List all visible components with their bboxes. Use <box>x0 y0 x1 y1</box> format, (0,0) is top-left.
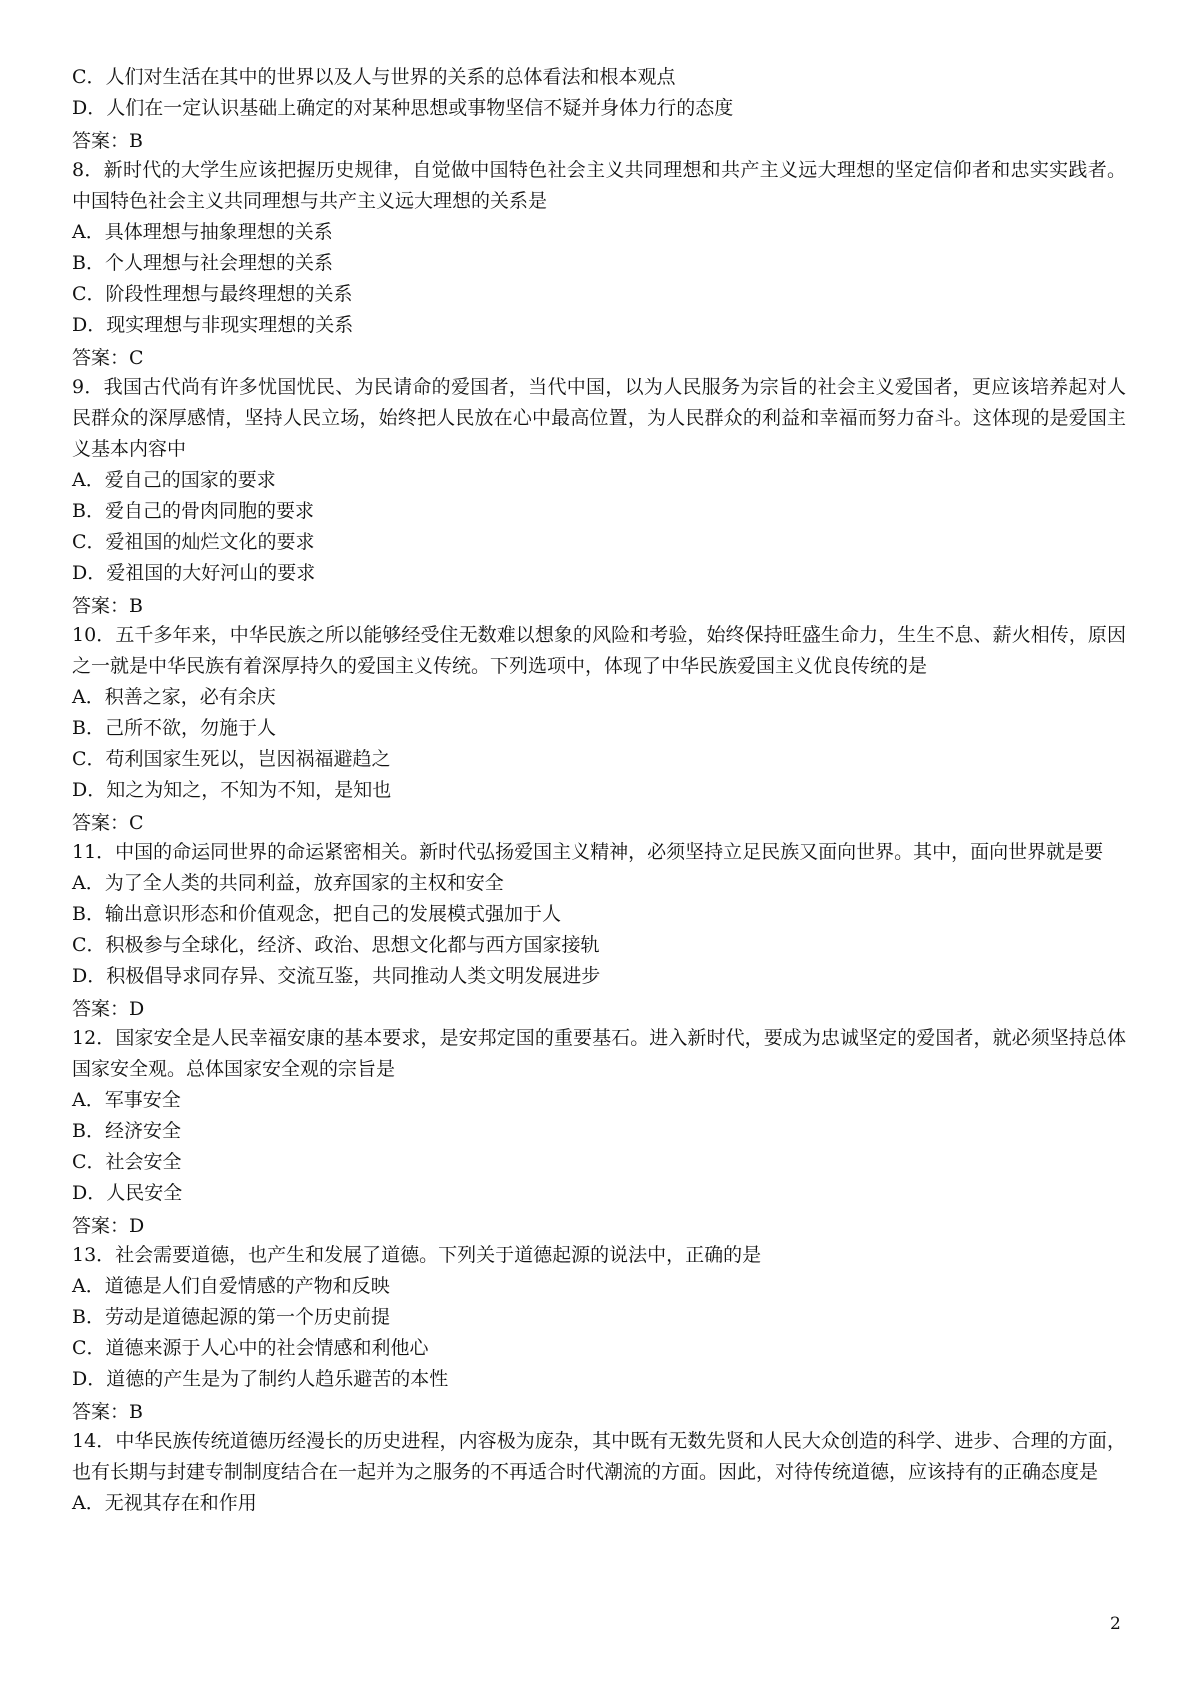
answer-line: 答案：D <box>72 1215 145 1237</box>
option-b: B．爱自己的骨肉同胞的要求 <box>72 500 314 522</box>
answer-line: 答案：B <box>72 130 143 152</box>
option-d: D．人民安全 <box>72 1182 183 1204</box>
option-a: A．军事安全 <box>72 1089 181 1111</box>
option-b: B．输出意识形态和价值观念，把自己的发展模式强加于人 <box>72 903 561 925</box>
option-d: D．爱祖国的大好河山的要求 <box>72 562 316 584</box>
option-a: A．积善之家，必有余庆 <box>72 686 276 708</box>
answer-line: 答案：B <box>72 595 143 617</box>
question-stem: 11．中国的命运同世界的命运紧密相关。新时代弘扬爱国主义精神，必须坚持立足民族又面向世界。其中，面向世界就是要 <box>72 841 1104 863</box>
question-stem: 10．五千多年来，中华民族之所以能够经受住无数难以想象的风险和考验，始终保持旺盛生命力，生生不息、薪火相传，原因之一就是中华民族有着深厚持久的爱国主义传统。下列选项中，体现了中华民族爱国主义优良传统的是 <box>72 624 1126 677</box>
option-c: C．积极参与全球化，经济、政治、思想文化都与西方国家接轨 <box>72 934 600 956</box>
option-b: B．个人理想与社会理想的关系 <box>72 252 333 274</box>
option-b: B．经济安全 <box>72 1120 181 1142</box>
answer-line: 答案：C <box>72 347 144 369</box>
question-stem: 8．新时代的大学生应该把握历史规律，自觉做中国特色社会主义共同理想和共产主义远大理想的坚定信仰者和忠实实践者。中国特色社会主义共同理想与共产主义远大理想的关系是 <box>72 159 1126 212</box>
option-a: A．具体理想与抽象理想的关系 <box>72 221 333 243</box>
option-d: D．积极倡导求同存异、交流互鉴，共同推动人类文明发展进步 <box>72 965 601 987</box>
option-c: C．社会安全 <box>72 1151 182 1173</box>
option-c: C．人们对生活在其中的世界以及人与世界的关系的总体看法和根本观点 <box>72 66 676 88</box>
answer-line: 答案：D <box>72 998 145 1020</box>
option-d: D．现实理想与非现实理想的关系 <box>72 314 354 336</box>
option-b: B．己所不欲，勿施于人 <box>72 717 276 739</box>
question-stem: 13．社会需要道德，也产生和发展了道德。下列关于道德起源的说法中，正确的是 <box>72 1244 762 1266</box>
option-a: A．爱自己的国家的要求 <box>72 469 276 491</box>
option-d: D．道德的产生是为了制约人趋乐避苦的本性 <box>72 1368 449 1390</box>
question-stem: 9．我国古代尚有许多忧国忧民、为民请命的爱国者，当代中国，以为人民服务为宗旨的社会主义爱国者，更应该培养起对人民群众的深厚感情，坚持人民立场，始终把人民放在心中最高位置，为人民群众的利益和幸福而努力奋斗。这体现的是爱国主义基本内容中 <box>72 376 1126 460</box>
option-c: C．苟利国家生死以，岂因祸福避趋之 <box>72 748 391 770</box>
option-a: A．道德是人们自爱情感的产物和反映 <box>72 1275 390 1297</box>
option-a: A．为了全人类的共同利益，放弃国家的主权和安全 <box>72 872 504 894</box>
answer-line: 答案：C <box>72 812 144 834</box>
document-page <box>72 62 1126 1519</box>
option-d: D．知之为知之，不知为不知，是知也 <box>72 779 392 801</box>
option-c: C．道德来源于人心中的社会情感和利他心 <box>72 1337 429 1359</box>
option-a: A．无视其存在和作用 <box>72 1492 257 1514</box>
answer-line: 答案：B <box>72 1401 143 1423</box>
option-c: C．爱祖国的灿烂文化的要求 <box>72 531 315 553</box>
page-number: 2 <box>1110 1614 1121 1634</box>
option-d: D．人们在一定认识基础上确定的对某种思想或事物坚信不疑并身体力行的态度 <box>72 97 734 119</box>
question-stem: 12．国家安全是人民幸福安康的基本要求，是安邦定国的重要基石。进入新时代，要成为忠诚坚定的爱国者，就必须坚持总体国家安全观。总体国家安全观的宗旨是 <box>72 1027 1126 1080</box>
question-stem: 14．中华民族传统道德历经漫长的历史进程，内容极为庞杂，其中既有无数先贤和人民大众创造的科学、进步、合理的方面，也有长期与封建专制制度结合在一起并为之服务的不再适合时代潮流的方面。因此，对待传统道德，应该持有的正确态度是 <box>72 1430 1126 1483</box>
option-b: B．劳动是道德起源的第一个历史前提 <box>72 1306 390 1328</box>
option-c: C．阶段性理想与最终理想的关系 <box>72 283 353 305</box>
